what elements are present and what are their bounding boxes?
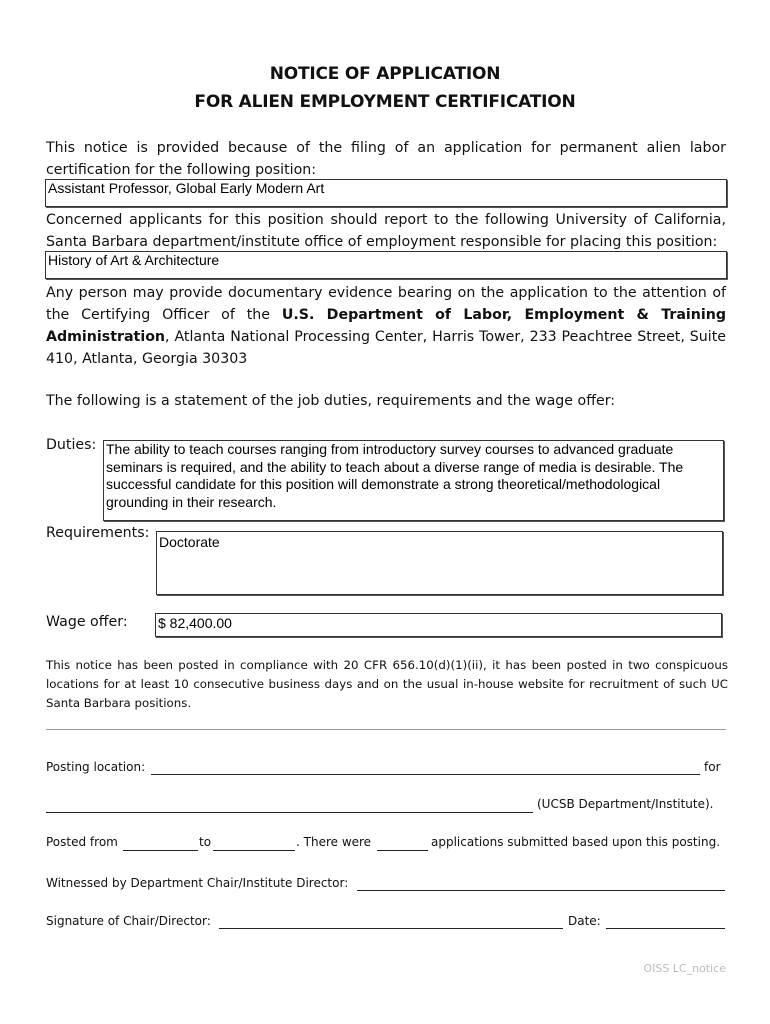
compliance-paragraph: This notice has been posted in compliance with 20 CFR 656.10(d)(1)(ii), it has been posted in two conspicuous locations for at least 10 consecutive business days and on the usual in-house website for recruitment of such UC Santa Barbara positions. [46, 658, 728, 710]
ucsb-department-label: (UCSB Department/Institute). [537, 797, 714, 811]
requirements-field[interactable] [156, 531, 723, 595]
duties-value: The ability to teach courses ranging from introductory survey courses to advanced graduate seminars is required, and the ability to teach about a diverse range of media is desirable. The successful candidate for this position will demonstrate a strong theoretical/methodological grounding in their research. [106, 441, 684, 510]
department-field[interactable] [45, 251, 727, 279]
signature-line[interactable] [219, 928, 563, 929]
title-line-1: NOTICE OF APPLICATION [269, 64, 501, 84]
wage-field[interactable] [155, 613, 722, 637]
posting-location-label: Posting location: [46, 760, 146, 774]
requirements-value: Doctorate [159, 534, 220, 550]
posted-from-line[interactable] [123, 850, 198, 851]
intro-paragraph: This notice is provided because of the filing of an application for permanent alien labor certification for the following position: [46, 140, 726, 178]
to-label: to [199, 835, 212, 849]
date-label: Date: [568, 914, 601, 928]
wage-value: $ 82,400.00 [158, 615, 232, 631]
dol-name: U.S. Department of Labor, Employment & Training Administration [46, 307, 726, 345]
posting-location-line[interactable] [151, 774, 700, 775]
duties-label: Duties: [46, 437, 97, 453]
duties-field[interactable] [103, 440, 724, 521]
posted-to-line[interactable] [213, 850, 295, 851]
ucsb-department-line[interactable] [46, 812, 533, 813]
signature-label: Signature of Chair/Director: [46, 914, 211, 928]
date-line[interactable] [606, 928, 725, 929]
witnessed-line[interactable] [357, 890, 725, 891]
evidence-text-after: , Atlanta National Processing Center, Harris Tower, 233 Peachtree Street, Suite 410, Atlanta, Georgia 30303 [46, 329, 726, 367]
title-line-2: FOR ALIEN EMPLOYMENT CERTIFICATION [194, 92, 576, 112]
for-label: for [704, 760, 721, 774]
wage-label: Wage offer: [46, 614, 128, 630]
section-divider [46, 729, 726, 730]
department-value: History of Art & Architecture [48, 252, 220, 268]
posted-from-label: Posted from [46, 835, 118, 849]
requirements-label: Requirements: [46, 525, 150, 541]
applications-label: applications submitted based upon this posting. [431, 835, 721, 849]
position-field[interactable] [45, 179, 727, 207]
footer-code: OISS LC_notice [643, 962, 726, 975]
concerned-paragraph: Concerned applicants for this position should report to the following University of California, Santa Barbara department/institute office of employment responsible for placing this position: [46, 212, 726, 250]
evidence-text-before: Any person may provide documentary evidence bearing on the application to the attention of the Certifying Officer of the [46, 285, 726, 323]
witnessed-label: Witnessed by Department Chair/Institute Director: [46, 876, 349, 890]
there-were-label: . There were [296, 835, 372, 849]
applications-count-line[interactable] [377, 850, 428, 851]
position-value: Assistant Professor, Global Early Modern Art [48, 180, 325, 196]
statement-text: The following is a statement of the job duties, requirements and the wage offer: [46, 393, 616, 409]
evidence-paragraph [46, 282, 726, 370]
